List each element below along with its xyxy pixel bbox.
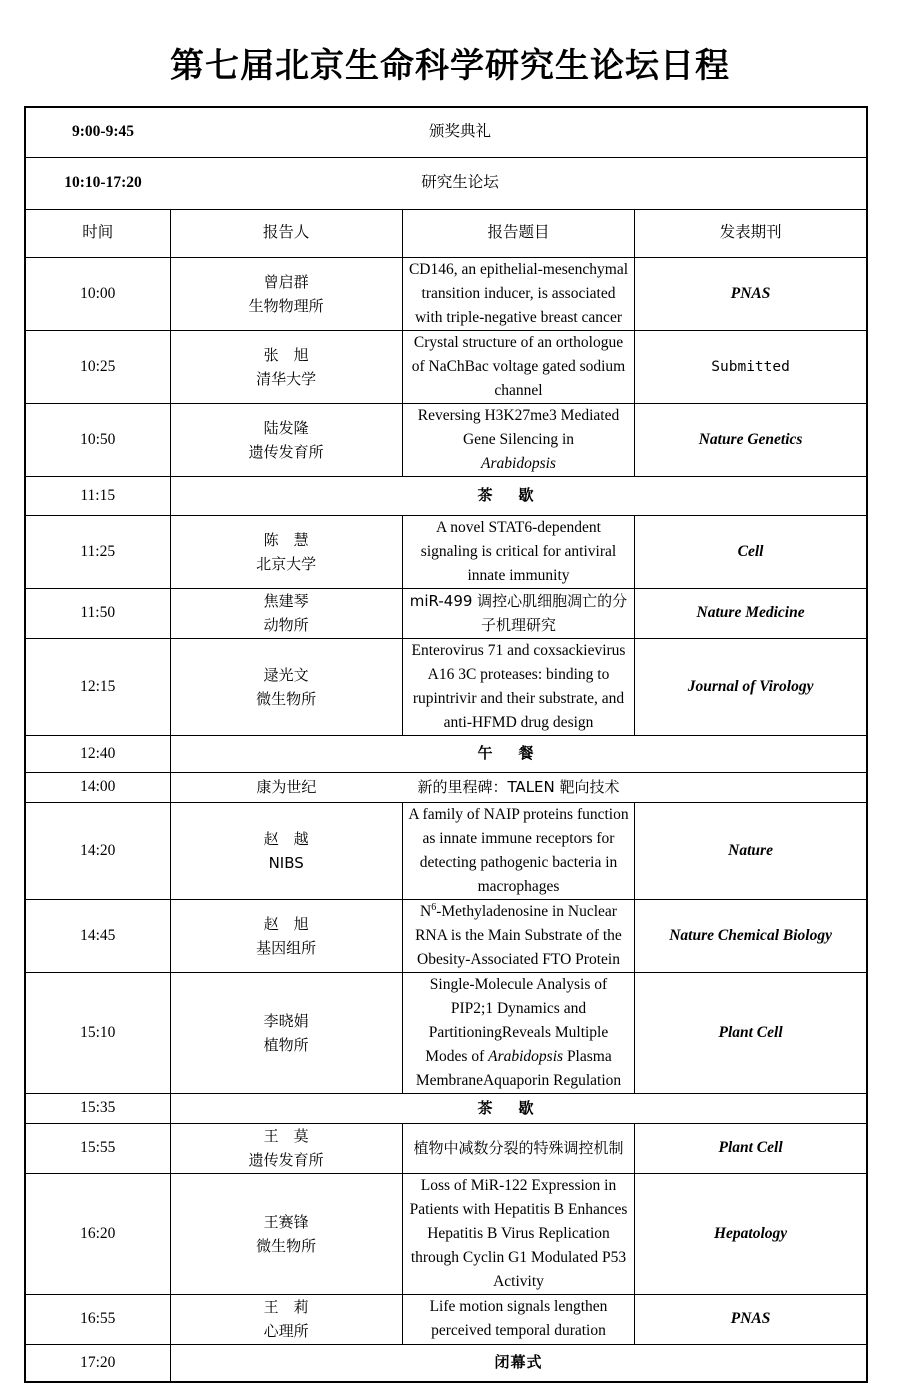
speaker-institute: 遗传发育所 <box>248 442 324 461</box>
speaker-name: 陆发隆 <box>263 418 309 437</box>
table-row <box>25 1173 867 1294</box>
break-row <box>25 1344 867 1382</box>
schedule-table <box>24 106 868 1383</box>
table-row <box>25 772 867 802</box>
row-title: Crystal structure of an orthologue of NaChBac voltage gated sodium channel <box>402 330 634 403</box>
row-time: 15:55 <box>25 1123 170 1173</box>
row-title: Life motion signals lengthen perceived temporal duration <box>402 1294 634 1344</box>
table-row <box>25 899 867 972</box>
break-row <box>25 1093 867 1123</box>
title-text: Plasma MembraneAquaporin Regulation <box>415 1047 622 1089</box>
title-text: Single-Molecule Analysis of PIP2;1 Dynamics and PartitioningReveals Multiple Modes of <box>425 975 609 1065</box>
speaker-name: 王 莫 <box>263 1127 309 1145</box>
row-journal: Nature Chemical Biology <box>635 899 867 972</box>
title-text: -Methyladenosine in Nuclear RNA is the Main Substrate of the Obesity-Associated FTO Protein <box>415 902 622 968</box>
table-header <box>25 209 867 257</box>
speaker-name: 陈 慧 <box>263 530 309 549</box>
speaker-name: 王 莉 <box>263 1298 309 1316</box>
row-journal: Cell <box>635 515 867 588</box>
row-title: A novel STAT6-dependent signaling is critical for antiviral innate immunity <box>402 515 634 588</box>
row-speaker <box>170 972 402 1093</box>
row-time: 12:40 <box>25 735 170 772</box>
speaker-institute: 动物所 <box>263 616 309 634</box>
speaker-institute: 生物物理所 <box>248 296 324 315</box>
speaker-name: 李晓娟 <box>263 1011 309 1030</box>
row-journal: Plant Cell <box>635 1123 867 1173</box>
header-journal: 发表期刊 <box>635 209 867 257</box>
row-speaker <box>170 1123 402 1173</box>
row-time: 16:20 <box>25 1173 170 1294</box>
row-time: 10:25 <box>25 330 170 403</box>
table-row <box>25 1294 867 1344</box>
row-speaker <box>170 802 402 899</box>
row-title: Enterovirus 71 and coxsackievirus A16 3C proteases: binding to rupintrivir and their substrate, and anti-HFMD drug design <box>402 638 634 735</box>
row-time: 11:50 <box>25 588 170 638</box>
session-time: 10:10-17:20 <box>25 157 170 209</box>
row-speaker <box>170 1173 402 1294</box>
table-row <box>25 257 867 330</box>
break-row <box>25 735 867 772</box>
row-journal: Nature <box>635 802 867 899</box>
row-journal: Nature Medicine <box>635 588 867 638</box>
row-journal: PNAS <box>635 257 867 330</box>
row-journal: Plant Cell <box>635 972 867 1093</box>
break-row <box>25 476 867 515</box>
row-journal: Nature Genetics <box>635 403 867 476</box>
table-row <box>25 403 867 476</box>
header-speaker: 报告人 <box>170 209 402 257</box>
row-speaker <box>170 330 402 403</box>
row-title: CD146, an epithelial-mesenchymal transition inducer, is associated with triple-negative breast cancer <box>402 257 634 330</box>
row-title: 新的里程碑：TALEN 靶向技术 <box>402 772 634 802</box>
row-journal: Submitted <box>635 330 867 403</box>
title-italic: Arabidopsis <box>481 454 556 472</box>
row-title <box>402 403 634 476</box>
row-time: 14:20 <box>25 802 170 899</box>
title-superscript: 6 <box>431 901 437 913</box>
table-row <box>25 972 867 1093</box>
page-title: 第七届北京生命科学研究生论坛日程 <box>170 46 730 86</box>
speaker-institute: 清华大学 <box>256 369 317 388</box>
break-label: 茶歇 <box>477 1098 560 1117</box>
speaker-name: 张 旭 <box>263 345 309 364</box>
session-name: 颁奖典礼 <box>170 107 867 157</box>
row-journal: PNAS <box>635 1294 867 1344</box>
session-name: 研究生论坛 <box>170 157 867 209</box>
closing-label: 闭幕式 <box>494 1353 543 1372</box>
speaker-name: 王赛锋 <box>263 1212 309 1231</box>
header-title: 报告题目 <box>402 209 634 257</box>
row-speaker <box>170 899 402 972</box>
row-title: Loss of MiR-122 Expression in Patients with Hepatitis B Enhances Hepatitis B Virus Replication through Cyclin G1 Modulated P53 Activity <box>402 1173 634 1294</box>
table-row <box>25 802 867 899</box>
speaker-institute: NIBS <box>268 853 304 872</box>
row-speaker <box>170 588 402 638</box>
row-time: 17:20 <box>25 1344 170 1382</box>
row-time: 15:10 <box>25 972 170 1093</box>
row-time: 10:00 <box>25 257 170 330</box>
row-time: 14:45 <box>25 899 170 972</box>
row-title <box>402 899 634 972</box>
table-row <box>25 515 867 588</box>
speaker-name: 逯光文 <box>263 665 309 684</box>
title-text: Reversing H3K27me3 Mediated Gene Silencing in <box>417 406 620 448</box>
row-time: 11:25 <box>25 515 170 588</box>
speaker-name: 曾启群 <box>263 272 309 291</box>
row-time: 11:15 <box>25 476 170 515</box>
speaker-name: 赵 越 <box>263 829 309 848</box>
row-journal: Hepatology <box>635 1173 867 1294</box>
break-label: 午餐 <box>477 744 560 762</box>
table-row <box>25 638 867 735</box>
row-title: A family of NAIP proteins function as innate immune receptors for detecting pathogenic bacteria in macrophages <box>402 802 634 899</box>
row-speaker <box>170 515 402 588</box>
row-time: 12:15 <box>25 638 170 735</box>
speaker-institute: 微生物所 <box>256 689 317 708</box>
break-label: 茶歇 <box>477 486 560 504</box>
speaker-name: 康为世纪 <box>256 778 317 796</box>
row-speaker <box>170 638 402 735</box>
row-title <box>402 972 634 1093</box>
speaker-institute: 心理所 <box>263 1322 309 1340</box>
table-row <box>25 588 867 638</box>
speaker-name: 赵 旭 <box>263 914 309 933</box>
speaker-name: 焦建琴 <box>263 592 309 610</box>
session-row <box>25 107 867 157</box>
row-title: miR-499 调控心肌细胞凋亡的分子机理研究 <box>402 588 634 638</box>
speaker-institute: 北京大学 <box>256 554 317 573</box>
session-row <box>25 157 867 209</box>
row-title: 植物中减数分裂的特殊调控机制 <box>402 1123 634 1173</box>
row-speaker <box>170 257 402 330</box>
table-row <box>25 1123 867 1173</box>
header-time: 时间 <box>25 209 170 257</box>
row-time: 15:35 <box>25 1093 170 1123</box>
row-speaker <box>170 403 402 476</box>
row-speaker <box>170 1294 402 1344</box>
speaker-institute: 遗传发育所 <box>248 1151 324 1169</box>
row-time: 14:00 <box>25 772 170 802</box>
speaker-institute: 植物所 <box>263 1035 309 1054</box>
row-journal: Journal of Virology <box>635 638 867 735</box>
title-prefix: N <box>420 902 432 920</box>
speaker-institute: 微生物所 <box>256 1236 317 1255</box>
table-row <box>25 330 867 403</box>
row-speaker <box>170 772 402 802</box>
row-time: 10:50 <box>25 403 170 476</box>
row-time: 16:55 <box>25 1294 170 1344</box>
title-italic: Arabidopsis <box>488 1047 564 1065</box>
speaker-institute: 基因组所 <box>256 938 317 957</box>
session-time: 9:00-9:45 <box>25 107 170 157</box>
